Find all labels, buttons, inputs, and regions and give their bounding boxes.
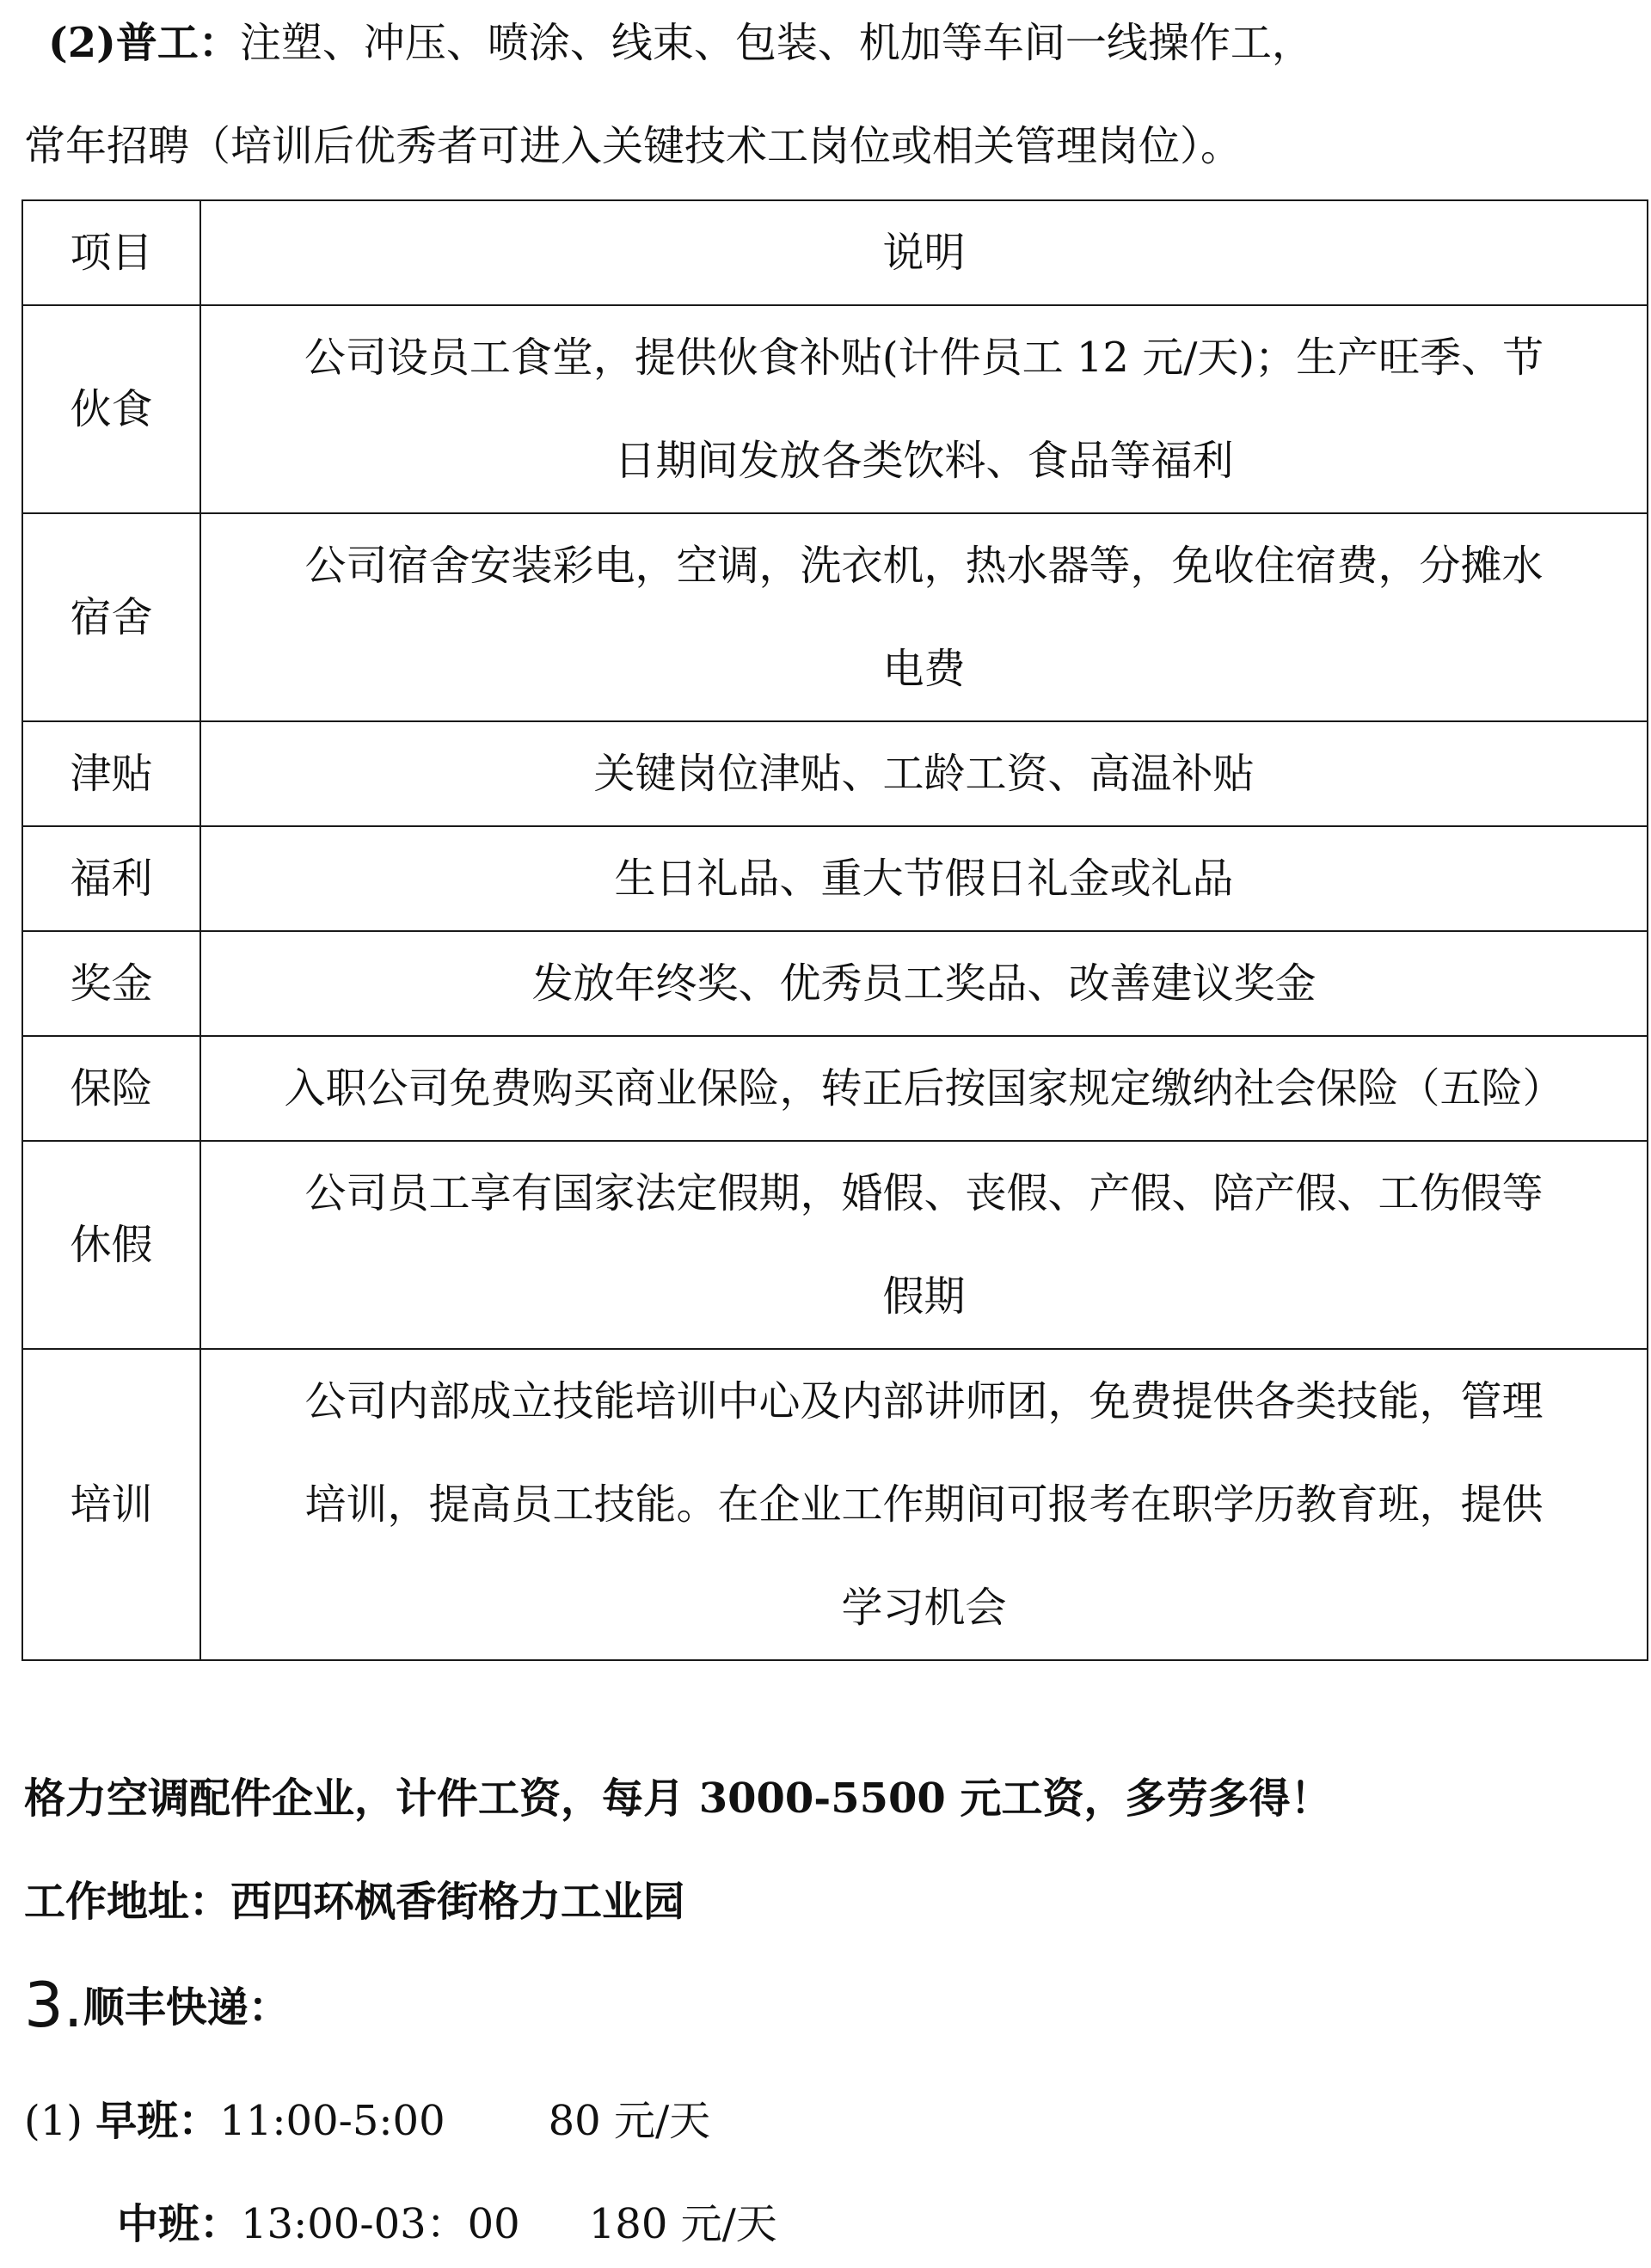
row-item: 津贴 <box>22 721 200 826</box>
row-description: 入职公司免费购买商业保险，转正后按国家规定缴纳社会保险（五险） <box>200 1036 1648 1141</box>
description-line: 电费 <box>882 645 966 693</box>
shift-pay: 180 元/天 <box>588 2200 777 2248</box>
row-description: 生日礼品、重大节假日礼金或礼品 <box>200 826 1648 931</box>
worker-category-text: 注塑、冲压、喷涂、线束、包装、机加等车间一线操作工， <box>239 19 1313 67</box>
description-line: 日期间发放各类饮料、食品等福利 <box>614 437 1234 485</box>
row-item: 宿舍 <box>22 513 200 721</box>
row-description <box>200 1141 1648 1349</box>
shift-prefix: (1) <box>24 2097 83 2145</box>
section-title: 顺丰快递： <box>83 1983 290 2032</box>
row-item: 培训 <box>22 1349 200 1660</box>
row-item: 奖金 <box>22 931 200 1036</box>
description-line: 学习机会 <box>841 1584 1007 1632</box>
table-row <box>22 721 1648 826</box>
row-item: 伙食 <box>22 305 200 513</box>
table-row <box>22 1141 1648 1349</box>
section-number: 3. <box>24 1969 83 2041</box>
description-line: 公司内部成立技能培训中心及内部讲师团，免费提供各类技能，管理 <box>304 1377 1544 1425</box>
intro-line-1 <box>48 15 1313 70</box>
shift-label: 早班： <box>95 2097 220 2145</box>
shift-time: 11:00-5:00 <box>219 2097 445 2145</box>
header-item: 项目 <box>22 200 200 305</box>
benefits-table <box>21 199 1648 1661</box>
description-line: 假期 <box>882 1272 966 1321</box>
worker-category-label: (2)普工： <box>48 19 240 67</box>
work-address: 工作地址：西四环枫香街格力工业园 <box>24 1878 685 1926</box>
row-description <box>200 513 1648 721</box>
section-heading <box>24 1969 290 2041</box>
description-line: 公司设员工食堂，提供伙食补贴(计件员工 12 元/天)；生产旺季、节 <box>304 334 1544 382</box>
table-header-row <box>22 200 1648 305</box>
shift-line <box>117 2197 777 2252</box>
table-row <box>22 305 1648 513</box>
table-row <box>22 1036 1648 1141</box>
row-description <box>200 305 1648 513</box>
description-line: 公司宿舍安装彩电，空调，洗衣机，热水器等，免收住宿费，分摊水 <box>304 542 1544 590</box>
table-row <box>22 1349 1648 1660</box>
table-row <box>22 826 1648 931</box>
shift-label: 中班： <box>117 2200 242 2248</box>
description-line: 公司员工享有国家法定假期，婚假、丧假、产假、陪产假、工伤假等 <box>304 1169 1544 1217</box>
intro-line-2: 常年招聘（培训后优秀者可进入关键技术工岗位或相关管理岗位）。 <box>24 122 1243 170</box>
row-description: 发放年终奖、优秀员工奖品、改善建议奖金 <box>200 931 1648 1036</box>
row-description <box>200 1349 1648 1660</box>
shift-line <box>24 2093 710 2148</box>
table-row <box>22 931 1648 1036</box>
row-description: 关键岗位津贴、工龄工资、高温补贴 <box>200 721 1648 826</box>
shift-time: 13:00-03：00 <box>241 2200 520 2248</box>
row-item: 休假 <box>22 1141 200 1349</box>
description-line: 培训，提高员工技能。在企业工作期间可报考在职学历教育班，提供 <box>304 1480 1544 1529</box>
shift-pay: 80 元/天 <box>548 2097 711 2145</box>
header-description: 说明 <box>200 200 1648 305</box>
salary-summary: 格力空调配件企业，计件工资，每月 3000-5500 元工资，多劳多得！ <box>24 1775 1332 1823</box>
row-item: 保险 <box>22 1036 200 1141</box>
row-item: 福利 <box>22 826 200 931</box>
table-row <box>22 513 1648 721</box>
